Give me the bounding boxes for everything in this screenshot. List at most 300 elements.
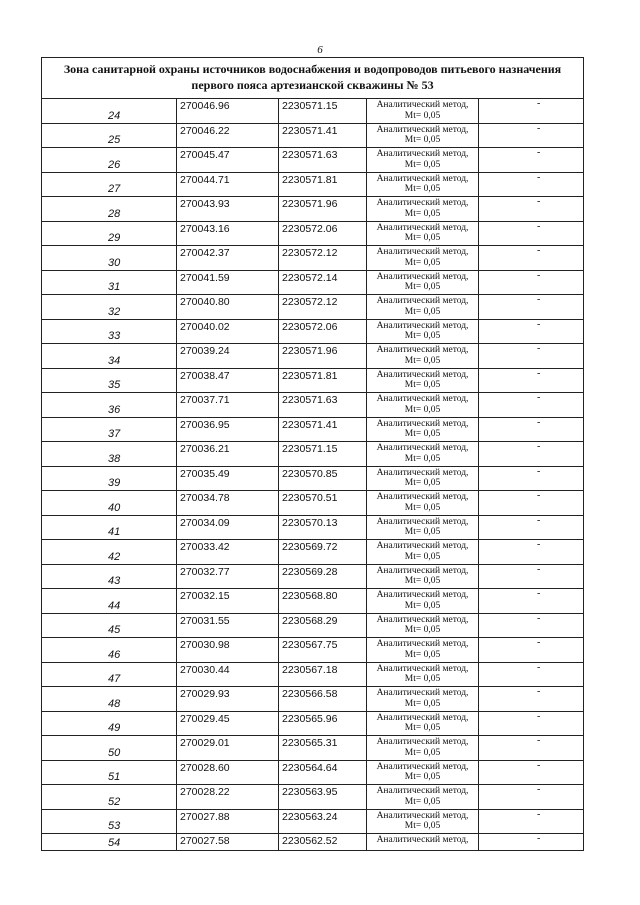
- table-row: [42, 736, 583, 761]
- method-cell: [367, 344, 479, 368]
- page-number: 6: [317, 44, 323, 56]
- dash-mark: -: [537, 808, 541, 820]
- point-number-cell: [42, 442, 177, 466]
- method-cell: [367, 810, 479, 834]
- dash-mark: -: [537, 98, 541, 109]
- dash-mark: -: [537, 490, 541, 501]
- note-cell: [479, 369, 583, 393]
- y-coordinate: 2230571.15: [282, 443, 338, 455]
- point-number-cell: [42, 614, 177, 638]
- method-cell: [367, 834, 479, 850]
- accuracy-text: Mt= 0,05: [404, 453, 441, 464]
- accuracy-text: Mt= 0,05: [404, 649, 441, 660]
- table-row: [42, 834, 583, 850]
- point-number-cell: [42, 761, 177, 785]
- point-number-cell: [42, 393, 177, 417]
- y-coordinate-cell: [279, 418, 367, 442]
- note-cell: [479, 761, 583, 785]
- note-cell: [479, 222, 583, 246]
- dash-mark: -: [537, 539, 541, 550]
- point-number: 36: [108, 403, 121, 416]
- note-cell: [479, 614, 583, 638]
- y-coordinate-cell: [279, 638, 367, 662]
- y-coordinate: 2230571.96: [282, 198, 338, 210]
- x-coordinate-cell: [177, 173, 279, 197]
- note-cell: [479, 834, 583, 850]
- table-row: [42, 197, 583, 222]
- x-coordinate: 270039.24: [180, 345, 230, 357]
- accuracy-text: Mt= 0,05: [404, 551, 441, 562]
- dash-mark: -: [537, 563, 541, 575]
- y-coordinate-cell: [279, 785, 367, 809]
- dash-mark: -: [537, 245, 541, 256]
- y-coordinate-cell: [279, 736, 367, 760]
- x-coordinate-cell: [177, 687, 279, 711]
- table-row: [42, 761, 583, 786]
- point-number: 45: [108, 624, 121, 636]
- point-number-cell: [42, 834, 177, 850]
- point-number-cell: [42, 320, 177, 344]
- point-number-cell: [42, 810, 177, 834]
- y-coordinate: 2230572.12: [282, 296, 338, 308]
- point-number-cell: [42, 565, 177, 589]
- x-coordinate-cell: [177, 761, 279, 785]
- point-number: 26: [108, 158, 121, 171]
- accuracy-text: Mt= 0,05: [404, 184, 441, 194]
- dash-mark: -: [537, 416, 541, 428]
- y-coordinate-cell: [279, 712, 367, 736]
- y-coordinate: 2230571.63: [282, 149, 338, 161]
- dash-mark: -: [537, 196, 541, 207]
- method-text: Аналитический метод,: [376, 100, 469, 110]
- x-coordinate-cell: [177, 99, 279, 123]
- point-number: 34: [108, 354, 121, 367]
- point-number: 37: [108, 428, 121, 440]
- note-cell: [479, 148, 583, 172]
- method-text: Аналитический метод,: [376, 492, 469, 502]
- accuracy-text: Mt= 0,05: [404, 355, 441, 366]
- method-cell: [367, 418, 479, 442]
- note-cell: [479, 712, 583, 736]
- x-coordinate-cell: [177, 712, 279, 736]
- point-number-cell: [42, 540, 177, 564]
- accuracy-text: Mt= 0,05: [404, 110, 441, 121]
- accuracy-text: Mt= 0,05: [404, 527, 441, 537]
- y-coordinate-cell: [279, 246, 367, 270]
- y-coordinate-cell: [279, 565, 367, 589]
- table-row: [42, 565, 583, 590]
- x-coordinate: 270028.60: [180, 761, 230, 774]
- accuracy-text: Mt= 0,05: [404, 306, 441, 317]
- note-cell: [479, 173, 583, 197]
- dash-mark: -: [537, 147, 541, 158]
- y-coordinate-cell: [279, 320, 367, 344]
- table-row: [42, 369, 583, 394]
- y-coordinate: 2230567.75: [282, 639, 338, 651]
- point-number: 27: [108, 183, 121, 195]
- method-cell: [367, 173, 479, 197]
- method-text: Аналитический метод,: [376, 271, 469, 282]
- x-coordinate: 270034.09: [180, 516, 230, 529]
- x-coordinate-cell: [177, 614, 279, 638]
- method-text: Аналитический метод,: [376, 320, 469, 331]
- method-cell: [367, 540, 479, 564]
- method-cell: [367, 712, 479, 736]
- x-coordinate-cell: [177, 540, 279, 564]
- dash-mark: -: [537, 784, 541, 795]
- method-cell: [367, 736, 479, 760]
- table-row: [42, 785, 583, 810]
- x-coordinate-cell: [177, 369, 279, 393]
- dash-mark: -: [537, 588, 541, 599]
- y-coordinate-cell: [279, 148, 367, 172]
- method-cell: [367, 565, 479, 589]
- x-coordinate: 270031.55: [180, 614, 230, 627]
- note-cell: [479, 516, 583, 540]
- point-number-cell: [42, 638, 177, 662]
- x-coordinate-cell: [177, 467, 279, 491]
- method-cell: [367, 369, 479, 393]
- point-number: 46: [108, 648, 121, 661]
- y-coordinate-cell: [279, 834, 367, 850]
- point-number: 31: [108, 281, 121, 293]
- x-coordinate-cell: [177, 834, 279, 850]
- point-number: 44: [108, 599, 121, 612]
- method-text: Аналитический метод,: [376, 418, 469, 429]
- x-coordinate: 270036.95: [180, 418, 230, 431]
- note-cell: [479, 687, 583, 711]
- accuracy-text: Mt= 0,05: [404, 576, 441, 586]
- y-coordinate: 2230571.15: [282, 100, 338, 112]
- dash-mark: -: [537, 318, 541, 330]
- accuracy-text: Mt= 0,05: [404, 159, 441, 170]
- x-coordinate: 270035.49: [180, 467, 230, 480]
- point-number: 43: [108, 575, 121, 587]
- method-text: Аналитический метод,: [376, 639, 469, 649]
- note-cell: [479, 320, 583, 344]
- x-coordinate: 270046.22: [180, 124, 230, 137]
- dash-mark: -: [537, 465, 541, 477]
- note-cell: [479, 442, 583, 466]
- accuracy-text: Mt= 0,05: [404, 208, 441, 219]
- method-text: Аналитический метод,: [376, 198, 469, 208]
- method-cell: [367, 589, 479, 613]
- x-coordinate-cell: [177, 491, 279, 515]
- point-number-cell: [42, 295, 177, 319]
- accuracy-text: Mt= 0,05: [404, 404, 441, 415]
- dash-mark: -: [537, 343, 541, 354]
- x-coordinate: 270042.37: [180, 247, 230, 259]
- table-row: [42, 295, 583, 320]
- method-cell: [367, 442, 479, 466]
- method-cell: [367, 197, 479, 221]
- table-row: [42, 173, 583, 198]
- point-number-cell: [42, 418, 177, 442]
- method-text: Аналитический метод,: [376, 247, 469, 257]
- method-text: Аналитический метод,: [376, 541, 469, 551]
- method-cell: [367, 761, 479, 785]
- y-coordinate-cell: [279, 810, 367, 834]
- y-coordinate: 2230564.64: [282, 761, 338, 774]
- x-coordinate: 270036.21: [180, 443, 230, 455]
- accuracy-text: Mt= 0,05: [404, 821, 441, 831]
- accuracy-text: Mt= 0,05: [404, 698, 441, 709]
- y-coordinate-cell: [279, 222, 367, 246]
- accuracy-text: Mt= 0,05: [404, 625, 441, 635]
- y-coordinate: 2230570.51: [282, 492, 338, 504]
- table-row: [42, 810, 583, 835]
- method-text: Аналитический метод,: [376, 590, 469, 600]
- point-number-cell: [42, 173, 177, 197]
- y-coordinate: 2230571.41: [282, 418, 338, 431]
- x-coordinate-cell: [177, 124, 279, 148]
- x-coordinate: 270030.98: [180, 639, 230, 651]
- x-coordinate: 270029.93: [180, 688, 230, 700]
- x-coordinate-cell: [177, 197, 279, 221]
- y-coordinate-cell: [279, 442, 367, 466]
- point-number-cell: [42, 663, 177, 687]
- dash-mark: -: [537, 294, 541, 305]
- y-coordinate-cell: [279, 369, 367, 393]
- point-number-cell: [42, 344, 177, 368]
- method-cell: [367, 785, 479, 809]
- x-coordinate: 270027.88: [180, 810, 230, 823]
- accuracy-text: Mt= 0,05: [404, 282, 441, 292]
- x-coordinate: 270028.22: [180, 786, 230, 798]
- method-text: Аналитический метод,: [376, 124, 469, 135]
- method-cell: [367, 393, 479, 417]
- method-cell: [367, 246, 479, 270]
- x-coordinate: 270040.02: [180, 320, 230, 333]
- point-number-cell: [42, 687, 177, 711]
- method-text: Аналитический метод,: [376, 786, 469, 796]
- note-cell: [479, 344, 583, 368]
- y-coordinate-cell: [279, 761, 367, 785]
- x-coordinate-cell: [177, 785, 279, 809]
- note-cell: [479, 638, 583, 662]
- dash-mark: -: [537, 171, 541, 183]
- point-number-cell: [42, 589, 177, 613]
- dash-mark: -: [537, 759, 541, 771]
- y-coordinate: 2230572.06: [282, 320, 338, 333]
- method-cell: [367, 295, 479, 319]
- accuracy-text: Mt= 0,05: [404, 772, 441, 782]
- table-row: [42, 148, 583, 173]
- point-number-cell: [42, 516, 177, 540]
- method-cell: [367, 271, 479, 295]
- x-coordinate-cell: [177, 736, 279, 760]
- y-coordinate: 2230567.18: [282, 663, 338, 676]
- point-number: 53: [108, 820, 121, 832]
- table-row: [42, 589, 583, 614]
- y-coordinate: 2230572.06: [282, 222, 338, 235]
- dash-mark: -: [537, 367, 541, 379]
- note-cell: [479, 663, 583, 687]
- x-coordinate-cell: [177, 271, 279, 295]
- x-coordinate-cell: [177, 393, 279, 417]
- accuracy-text: Mt= 0,05: [404, 257, 441, 268]
- table-row: [42, 99, 583, 124]
- dash-mark: -: [537, 122, 541, 134]
- table-row: [42, 344, 583, 369]
- point-number: 51: [108, 771, 121, 783]
- point-number-cell: [42, 369, 177, 393]
- x-coordinate: 270043.16: [180, 222, 230, 235]
- note-cell: [479, 271, 583, 295]
- method-text: Аналитический метод,: [376, 149, 469, 159]
- point-number-cell: [42, 148, 177, 172]
- x-coordinate: 270041.59: [180, 271, 230, 284]
- dash-mark: -: [537, 686, 541, 697]
- method-cell: [367, 687, 479, 711]
- method-text: Аналитический метод,: [376, 761, 469, 772]
- x-coordinate: 270040.80: [180, 296, 230, 308]
- point-number: 54: [108, 837, 121, 849]
- accuracy-text: Mt= 0,05: [404, 331, 441, 341]
- note-cell: [479, 295, 583, 319]
- y-coordinate-cell: [279, 467, 367, 491]
- point-number: 30: [108, 256, 121, 269]
- dash-mark: -: [537, 392, 541, 403]
- method-text: Аналитический метод,: [376, 737, 469, 747]
- x-coordinate-cell: [177, 295, 279, 319]
- y-coordinate-cell: [279, 197, 367, 221]
- y-coordinate: 2230566.58: [282, 688, 338, 700]
- method-cell: [367, 614, 479, 638]
- point-number: 42: [108, 550, 121, 563]
- x-coordinate: 270044.71: [180, 173, 230, 186]
- table-row: [42, 614, 583, 639]
- point-number: 24: [108, 109, 121, 122]
- accuracy-text: Mt= 0,05: [404, 380, 441, 390]
- method-text: Аналитический метод,: [376, 173, 469, 184]
- table-row: [42, 442, 583, 467]
- dash-mark: -: [537, 637, 541, 648]
- x-coordinate: 270034.78: [180, 492, 230, 504]
- accuracy-text: Mt= 0,05: [404, 674, 441, 684]
- x-coordinate: 270029.45: [180, 712, 230, 725]
- dash-mark: -: [537, 269, 541, 281]
- table-row: [42, 491, 583, 516]
- method-cell: [367, 124, 479, 148]
- method-text: Аналитический метод,: [376, 296, 469, 306]
- x-coordinate: 270043.93: [180, 198, 230, 210]
- y-coordinate: 2230571.41: [282, 124, 338, 137]
- x-coordinate: 270038.47: [180, 369, 230, 382]
- point-number: 49: [108, 722, 121, 734]
- dash-mark: -: [537, 220, 541, 232]
- x-coordinate-cell: [177, 222, 279, 246]
- note-cell: [479, 565, 583, 589]
- x-coordinate-cell: [177, 418, 279, 442]
- method-cell: [367, 148, 479, 172]
- y-coordinate-cell: [279, 393, 367, 417]
- y-coordinate: 2230570.13: [282, 516, 338, 529]
- point-number: 47: [108, 673, 121, 685]
- point-number: 35: [108, 379, 121, 391]
- x-coordinate: 270027.58: [180, 835, 230, 847]
- y-coordinate: 2230563.24: [282, 810, 338, 823]
- x-coordinate: 270032.15: [180, 590, 230, 602]
- dash-mark: -: [537, 441, 541, 452]
- point-number: 25: [108, 134, 121, 146]
- y-coordinate-cell: [279, 614, 367, 638]
- method-text: Аналитический метод,: [376, 565, 469, 576]
- table-row: [42, 393, 583, 418]
- table-row: [42, 222, 583, 247]
- y-coordinate: 2230570.85: [282, 467, 338, 480]
- method-cell: [367, 491, 479, 515]
- point-number-cell: [42, 491, 177, 515]
- method-text: Аналитический метод,: [376, 345, 469, 355]
- x-coordinate-cell: [177, 565, 279, 589]
- y-coordinate-cell: [279, 491, 367, 515]
- point-number-cell: [42, 467, 177, 491]
- note-cell: [479, 246, 583, 270]
- point-number: 28: [108, 207, 121, 220]
- x-coordinate: 270032.77: [180, 565, 230, 578]
- table-row: [42, 638, 583, 663]
- accuracy-text: Mt= 0,05: [404, 135, 441, 145]
- y-coordinate-cell: [279, 540, 367, 564]
- y-coordinate: 2230569.72: [282, 541, 338, 553]
- point-number-cell: [42, 712, 177, 736]
- note-cell: [479, 467, 583, 491]
- x-coordinate: 270046.96: [180, 100, 230, 112]
- method-text: Аналитический метод,: [376, 712, 469, 723]
- point-number: 33: [108, 330, 121, 342]
- point-number-cell: [42, 736, 177, 760]
- y-coordinate: 2230568.80: [282, 590, 338, 602]
- method-text: Аналитический метод,: [376, 222, 469, 233]
- note-cell: [479, 99, 583, 123]
- dash-mark: -: [537, 735, 541, 746]
- table-row: [42, 124, 583, 149]
- x-coordinate: 270033.42: [180, 541, 230, 553]
- y-coordinate: 2230563.95: [282, 786, 338, 798]
- x-coordinate-cell: [177, 589, 279, 613]
- coordinates-table: [41, 57, 584, 851]
- table-row: [42, 246, 583, 271]
- table-row: [42, 540, 583, 565]
- y-coordinate-cell: [279, 516, 367, 540]
- y-coordinate-cell: [279, 663, 367, 687]
- point-number: 38: [108, 452, 121, 465]
- accuracy-text: Mt= 0,05: [404, 429, 441, 439]
- method-cell: [367, 467, 479, 491]
- method-text: Аналитический метод,: [376, 467, 469, 478]
- point-number: 41: [108, 526, 121, 538]
- method-text: Аналитический метод,: [376, 369, 469, 380]
- accuracy-text: Mt= 0,05: [404, 600, 441, 611]
- accuracy-text: Mt= 0,05: [404, 723, 441, 733]
- method-cell: [367, 320, 479, 344]
- table-body: [42, 99, 583, 850]
- dash-mark: -: [537, 514, 541, 526]
- x-coordinate: 270030.44: [180, 663, 230, 676]
- dash-mark: -: [537, 612, 541, 624]
- dash-mark: -: [537, 661, 541, 673]
- note-cell: [479, 810, 583, 834]
- point-number-cell: [42, 271, 177, 295]
- method-text: Аналитический метод,: [376, 663, 469, 674]
- table-row: [42, 418, 583, 443]
- x-coordinate-cell: [177, 320, 279, 344]
- x-coordinate-cell: [177, 246, 279, 270]
- y-coordinate: 2230565.96: [282, 712, 338, 725]
- point-number: 29: [108, 232, 121, 244]
- note-cell: [479, 197, 583, 221]
